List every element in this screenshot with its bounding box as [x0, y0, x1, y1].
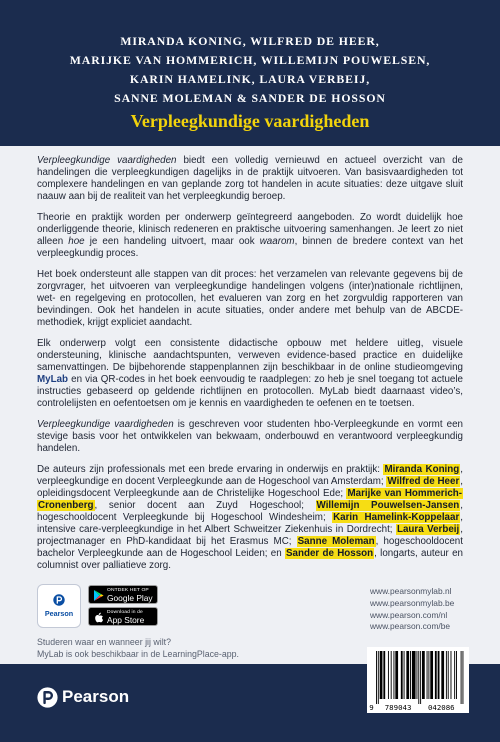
barcode-right-digits: 042086	[427, 703, 455, 712]
barcode-bar	[416, 651, 417, 699]
publisher-name: Pearson	[62, 687, 130, 706]
app-store-name: App Store	[107, 614, 145, 625]
body-text: je een handeling uitvoert, maar ook	[84, 236, 260, 247]
blurb-paragraph	[37, 155, 463, 203]
cover-header	[0, 0, 500, 146]
link-pearson-nl[interactable]: www.pearson.com/nl	[370, 609, 448, 620]
author-line: MARIJKE VAN HOMMERICH, WILLEMIJN POUWELSEN,	[69, 53, 431, 67]
publisher-logo	[37, 686, 157, 708]
tagline-note: MyLab is ook beschikbaar in de LearningPlace-app.	[37, 649, 239, 659]
barcode-bar	[401, 651, 403, 699]
book-title: Verpleegkundige vaardigheden	[130, 111, 370, 131]
body-text: Theorie en praktijk worden per onderwerp geïntegreerd aangeboden. Zo wordt duidelijk hoe onderliggende theorie, klinisch redeneren en praktische uitvoering samenhangen. Je leert zo niet alleen	[37, 212, 463, 247]
barcode-bar	[383, 651, 385, 699]
barcode-bars	[376, 651, 463, 704]
google-play-small-label: ONTDEK HET OP	[107, 588, 149, 593]
barcode-bar	[412, 651, 416, 699]
barcode-bar	[448, 651, 449, 699]
author-name-highlight: Laura Verbeij	[396, 524, 460, 535]
body-text: De auteurs zijn professionals met een brede ervaring in onderwijs en praktijk:	[37, 464, 384, 475]
italic-text: Verpleegkundige vaardigheden	[37, 419, 174, 430]
barcode-bar	[422, 651, 425, 699]
body-text: is geschreven voor studenten hbo-Verpleegkunde en vormt een stevige basis voor het ontwikkelen van bekwaam, onderbouwd en verantwoord verpleegkundig handelen.	[37, 419, 463, 454]
barcode-bar	[441, 651, 444, 699]
barcode-bar	[418, 651, 419, 704]
author-name-highlight: Wilfred de Heer	[387, 476, 460, 487]
body-text: , hogeschooldocent Verpleegkunde bij Hogeschool Windesheim;	[37, 500, 463, 523]
google-play-name: Google Play	[107, 592, 153, 603]
author-name-highlight: Miranda Koning	[384, 464, 460, 475]
blurb-text	[37, 155, 463, 581]
tagline-question: Studeren waar en wanneer jij wilt?	[37, 637, 171, 647]
author-name-highlight: Marijke van Hommerich-Cronenberg	[38, 488, 463, 511]
body-text: , binnen de bredere context van het verpleegkundig proces.	[37, 236, 463, 259]
barcode-bar	[435, 651, 437, 699]
body-text: Het boek ondersteunt alle stappen van dit proces: het verzamelen van relevante gegevens bij de zorgvrager, het uitvoeren van verpleegkundige handelingen volgens (inter)nationale richtlijnen, wet- en regelgeving en protocollen, het evalueren van zorg en het zorgvuldig rapporteren van bevindingen. Ook het handelen in acute situaties, onder andere met behulp van de ABCDE-methodiek, krijgt expliciet aandacht.	[37, 269, 463, 328]
blurb-paragraph	[37, 212, 463, 260]
body-text: , intensive care-verpleegkundige in het Albert Schweitzer Ziekenhuis in Dordrecht;	[37, 512, 464, 535]
barcode-bar	[427, 651, 428, 699]
italic-text: hoe	[68, 236, 85, 247]
author-list	[0, 32, 500, 108]
blurb-paragraph	[37, 269, 463, 329]
author-line: MIRANDA KONING, WILFRED DE HEER,	[120, 34, 380, 48]
pearson-logo-icon	[53, 594, 65, 606]
app-store-small-label: Download in de	[107, 610, 143, 615]
body-text: , hogeschooldocent bachelor Verpleegkunde aan de Hogeschool Leiden; en	[37, 536, 463, 559]
barcode-bar	[420, 651, 421, 704]
barcode-bar	[462, 651, 463, 704]
body-text: en via QR-codes in het boek eenvoudig te raadplegen: zo heb je snel toegang tot actuele instructies gebaseerd op geldende richtlijnen en protocollen. MyLab biedt daarnaast video’s, controlelijsten en oefentoetsen om je kennis en vaardigheden te oefenen en te toetsen.	[37, 374, 463, 409]
app-store-text	[107, 610, 144, 625]
author-name-highlight: Sander de Hosson	[286, 548, 374, 559]
barcode-bar	[391, 651, 392, 699]
body-text: , verpleegkundige en docent Verpleegkunde aan de Hogeschool van Amsterdam;	[37, 464, 463, 487]
barcode-icon	[367, 647, 469, 713]
badge-label: Pearson	[44, 609, 74, 618]
barcode-bar	[446, 651, 447, 699]
blurb-paragraph	[37, 338, 463, 410]
barcode-first-digit: 9	[369, 703, 374, 712]
barcode-bar	[376, 651, 377, 704]
barcode-left-digits: 789043	[384, 703, 412, 712]
body-text: , opleidingsdocent Verpleegkunde aan de Christelijke Hogeschool Ede;	[37, 476, 463, 499]
author-name-highlight: Karin Hamelink-Koppelaar	[333, 512, 460, 523]
barcode-bar	[378, 651, 379, 704]
barcode-bar	[428, 651, 429, 699]
barcode-bar	[406, 651, 409, 699]
body-text: biedt een volledig vernieuwd en actueel overzicht van de handelingen die verpleegkundigen dagelijks in de praktijk uitvoeren. Van basisvaardigheden tot complexere handelingen en van geplande zorg tot handelen in acute situaties: deze uitgave sluit naauw aan bij de realiteit van het verpleegkundig beroep.	[37, 155, 463, 202]
website-links	[370, 586, 480, 633]
body-text: , senior docent aan Zuyd Hogeschool;	[94, 500, 316, 511]
bold-text: MyLab	[37, 374, 69, 385]
apple-icon	[94, 612, 104, 623]
italic-text: waarom	[259, 236, 295, 247]
author-name-highlight: Willemijn Pouwelsen-Jansen	[316, 500, 460, 511]
link-pearsonmylab-be[interactable]: www.pearsonmylab.be	[370, 597, 455, 608]
barcode-bar	[395, 651, 398, 699]
body-text: Elk onderwerp volgt een consistente didactische opbouw met heldere uitleg, visuele ondersteuning, klinische aandachtspunten, verweven evidence-based practice en duidelijke samenvattingen. De bijbehorende stappenplannen zijn beschikbaar in de online studieomgeving	[37, 338, 463, 373]
blurb-paragraph	[37, 464, 463, 572]
learningplace-app-badge[interactable]	[38, 585, 80, 627]
author-line: KARIN HAMELINK, LAURA VERBEIJ,	[129, 72, 371, 86]
barcode-bar	[438, 651, 440, 699]
app-store-badge[interactable]	[88, 607, 158, 626]
barcode-bar	[388, 651, 389, 699]
barcode-bar	[410, 651, 411, 699]
barcode-bar	[451, 651, 452, 699]
blurb-paragraph	[37, 419, 463, 455]
google-play-badge[interactable]	[88, 585, 158, 604]
pearson-logo-icon	[37, 687, 58, 708]
google-play-icon	[94, 590, 104, 601]
link-pearsonmylab-nl[interactable]: www.pearsonmylab.nl	[370, 586, 452, 596]
body-text: , longarts, auteur en columnist over palliatieve zorg.	[37, 548, 463, 571]
author-line: SANNE MOLEMAN & SANDER DE HOSSON	[114, 91, 386, 105]
barcode-bar	[380, 651, 383, 699]
barcode-bar	[461, 651, 462, 704]
body-text: , projectmanager en PhD-kandidaat bij het Erasmus MC;	[37, 524, 463, 547]
link-pearson-be[interactable]: www.pearson.com/be	[370, 621, 451, 632]
barcode-bar	[393, 651, 394, 699]
app-tagline	[37, 636, 337, 660]
barcode-bar	[404, 651, 405, 699]
google-play-text	[107, 588, 153, 603]
author-name-highlight: Sanne Moleman	[297, 536, 375, 547]
isbn-barcode	[367, 647, 469, 713]
italic-text: Verpleegkundige vaardigheden	[37, 155, 177, 166]
barcode-bar	[430, 651, 433, 699]
barcode-bar	[454, 651, 455, 699]
barcode-bar	[456, 651, 457, 699]
